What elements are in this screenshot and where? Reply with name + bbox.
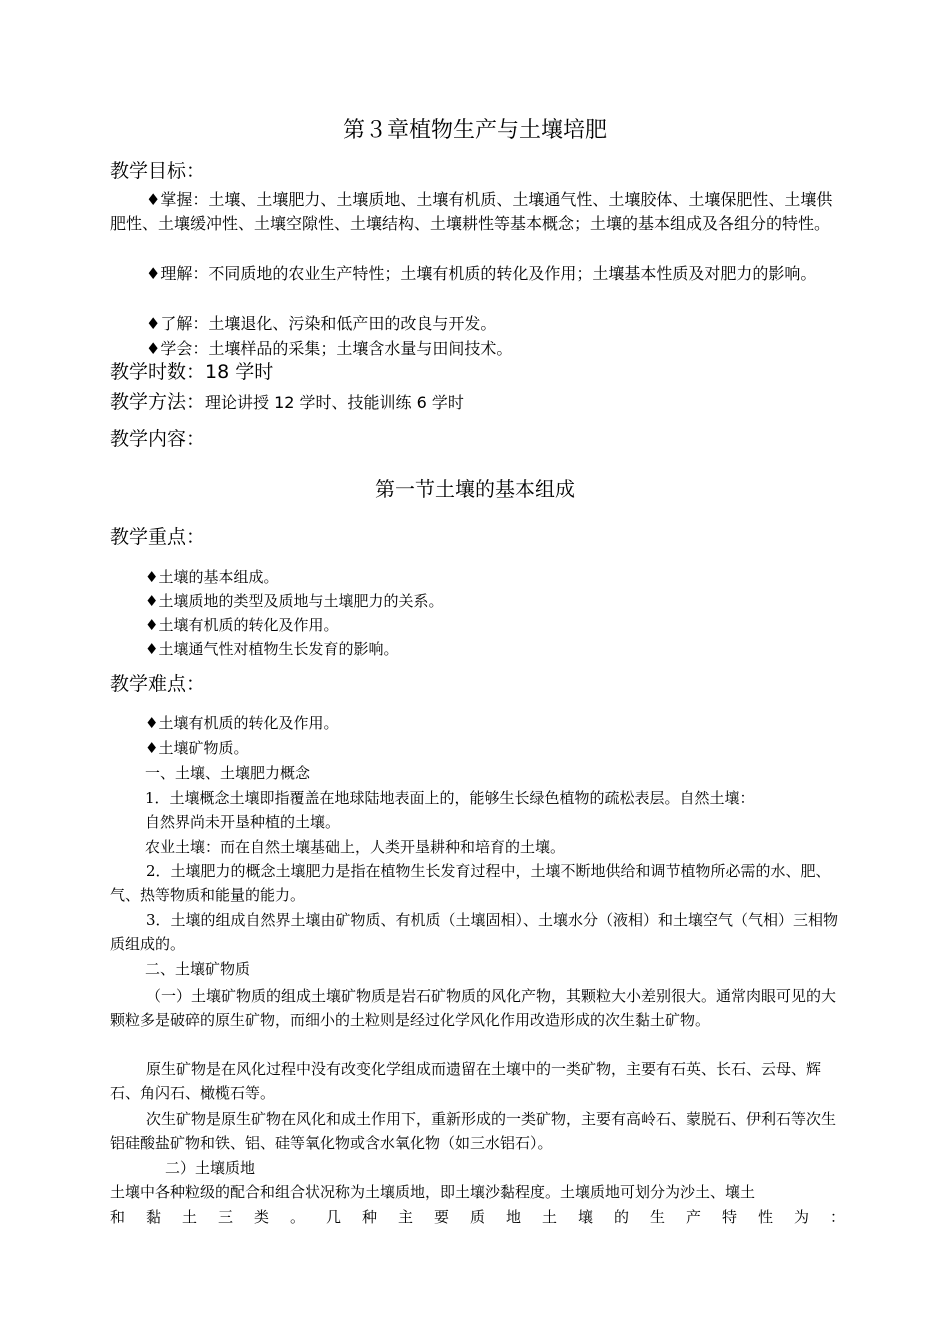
difficulties-heading: 教学难点： xyxy=(110,673,206,695)
section-title: 第一节土壤的基本组成 xyxy=(375,477,575,501)
teaching-hours-value: 18 学时 xyxy=(205,361,274,383)
difficulty-item: ♦土壤有机质的转化及作用。 xyxy=(145,714,339,732)
key-point-item: ♦土壤有机质的转化及作用。 xyxy=(145,616,339,634)
paragraph-soil-concept: 1．土壤概念土壤即指覆盖在地球陆地表面上的，能够生长绿色植物的疏松表层。自然土壤： xyxy=(145,789,755,807)
paragraph-texture-types: 和黏土三类。几种主要质地土壤的生产特性为： xyxy=(110,1208,845,1226)
paragraph-natural-soil: 自然界尚未开垦种植的土壤。 xyxy=(145,813,341,831)
teaching-hours-label: 教学时数： xyxy=(110,361,206,383)
objective-know: ♦了解：土壤退化、污染和低产田的改良与开发。 xyxy=(146,314,497,333)
teaching-hours xyxy=(110,359,273,385)
objective-understand: ♦理解：不同质地的农业生产特性；土壤有机质的转化及作用；土壤基本性质及对肥力的影响。 xyxy=(146,264,817,283)
teaching-method xyxy=(110,389,464,416)
key-point-item: ♦土壤质地的类型及质地与土壤肥力的关系。 xyxy=(145,592,444,610)
paragraph-soil-fertility: 2．土壤肥力的概念土壤肥力是指在植物生长发育过程中，土壤不断地供给和调节植物所必需的水、肥、气、热等物质和能量的能力。 xyxy=(110,862,831,904)
teaching-method-label: 教学方法： xyxy=(110,391,206,413)
objectives-heading: 教学目标： xyxy=(110,160,206,182)
objective-master: ♦掌握：土壤、土壤肥力、土壤质地、土壤有机质、土壤通气性、土壤胶体、土壤保肥性、土壤供肥性、土壤缓冲性、土壤空隙性、土壤结构、土壤耕性等基本概念；土壤的基本组成及各组分的特性。 xyxy=(110,190,833,233)
key-point-item: ♦土壤通气性对植物生长发育的影响。 xyxy=(145,640,399,658)
chapter-title: 第３章植物生产与土壤培肥 xyxy=(342,118,607,143)
section-3-heading: 二）土壤质地 xyxy=(165,1159,256,1177)
content-heading: 教学内容： xyxy=(110,428,206,450)
paragraph-soil-composition: 3．土壤的组成自然界土壤由矿物质、有机质（土壤固相）、土壤水分（液相）和土壤空气（气相）三相物质组成的。 xyxy=(110,911,839,953)
paragraph-agri-soil: 农业土壤：而在自然土壤基础上，人类开垦耕种和培育的土壤。 xyxy=(145,838,566,856)
paragraph-soil-texture: 土壤中各种粒级的配合和组合状况称为土壤质地，即土壤沙黏程度。土壤质地可划分为沙土、壤土 xyxy=(110,1183,756,1201)
section-1-heading: 一、土壤、土壤肥力概念 xyxy=(145,764,311,782)
paragraph-primary-mineral: 原生矿物是在风化过程中没有改变化学组成而遗留在土壤中的一类矿物，主要有石英、长石、云母、辉石、角闪石、橄榄石等。 xyxy=(110,1060,822,1102)
teaching-method-value: 理论讲授 12 学时、技能训练 6 学时 xyxy=(205,393,464,412)
key-points-heading: 教学重点： xyxy=(110,526,206,548)
objective-learn: ♦学会：土壤样品的采集；土壤含水量与田间技术。 xyxy=(146,339,513,358)
key-point-item: ♦土壤的基本组成。 xyxy=(145,568,279,586)
paragraph-mineral-composition: （一）土壤矿物质的组成土壤矿物质是岩石矿物质的风化产物，其颗粒大小差别很大。通常肉眼可见的大颗粒多是破碎的原生矿物，而细小的土粒则是经过化学风化作用改造形成的次生黏土矿物。 xyxy=(110,987,837,1029)
paragraph-secondary-mineral: 次生矿物是原生矿物在风化和成土作用下，重新形成的一类矿物，主要有高岭石、蒙脱石、伊利石等次生铝硅酸盐矿物和铁、铝、硅等氧化物或含水氧化物（如三水铝石）。 xyxy=(110,1110,837,1152)
section-2-heading: 二、土壤矿物质 xyxy=(145,960,251,978)
difficulty-item: ♦土壤矿物质。 xyxy=(145,739,249,757)
